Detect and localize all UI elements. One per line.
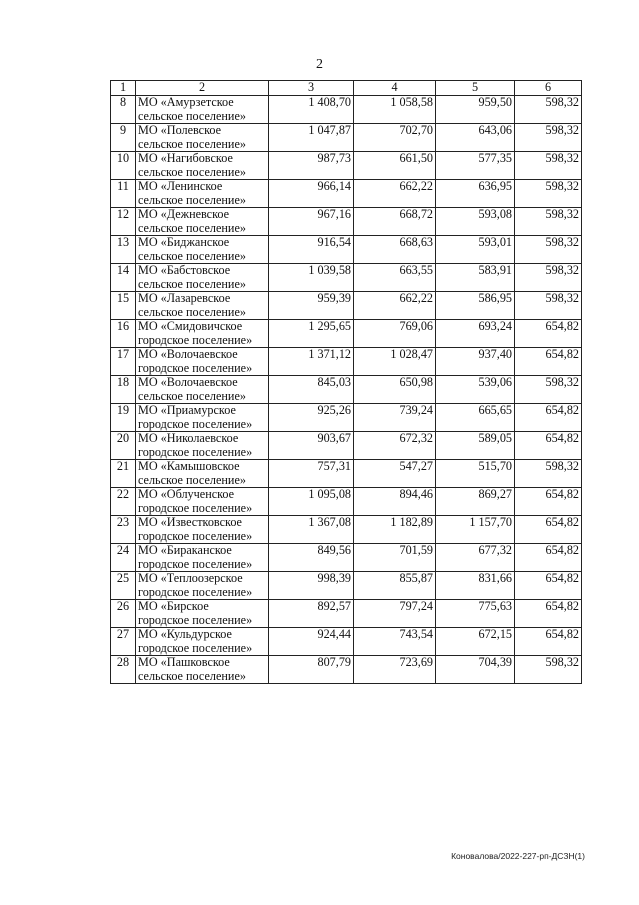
- settlement-type-line: сельское поселение»: [138, 388, 246, 403]
- municipality-name-line: МО «Лазаревское: [138, 291, 231, 305]
- settlement-type-line: городское поселение»: [138, 584, 253, 599]
- table-row: [111, 96, 582, 124]
- table-row: [111, 152, 582, 180]
- settlement-type-line: сельское поселение»: [138, 472, 246, 487]
- table-row: [111, 264, 582, 292]
- value-cell-col3: 845,03: [269, 376, 354, 404]
- value-cell-col3: 925,26: [269, 404, 354, 432]
- value-cell-col4: 701,59: [354, 544, 436, 572]
- table-row: [111, 544, 582, 572]
- settlement-type-line: сельское поселение»: [138, 248, 246, 263]
- value-cell-col4: 797,24: [354, 600, 436, 628]
- municipality-name-cell: [136, 152, 269, 180]
- value-cell-col6: 598,32: [515, 292, 582, 320]
- value-cell-col4: 1 028,47: [354, 348, 436, 376]
- row-number-cell: 27: [111, 628, 136, 656]
- value-cell-col6: 654,82: [515, 544, 582, 572]
- value-cell-col3: 1 047,87: [269, 124, 354, 152]
- row-number-cell: 24: [111, 544, 136, 572]
- municipality-name-cell: [136, 292, 269, 320]
- table-row: [111, 124, 582, 152]
- row-number-cell: 18: [111, 376, 136, 404]
- municipality-name-line: МО «Камышовское: [138, 459, 240, 473]
- value-cell-col3: 1 408,70: [269, 96, 354, 124]
- row-number-cell: 26: [111, 600, 136, 628]
- value-cell-col6: 654,82: [515, 628, 582, 656]
- value-cell-col5: 704,39: [436, 656, 515, 684]
- value-cell-col3: 987,73: [269, 152, 354, 180]
- settlement-type-line: сельское поселение»: [138, 304, 246, 319]
- value-cell-col4: 1 058,58: [354, 96, 436, 124]
- municipality-name-cell: [136, 124, 269, 152]
- row-number-cell: 11: [111, 180, 136, 208]
- value-cell-col6: 598,32: [515, 376, 582, 404]
- value-cell-col6: 598,32: [515, 208, 582, 236]
- municipality-name-line: МО «Облученское: [138, 487, 235, 501]
- value-cell-col5: 643,06: [436, 124, 515, 152]
- value-cell-col4: 661,50: [354, 152, 436, 180]
- settlement-type-line: сельское поселение»: [138, 108, 246, 123]
- column-header: 6: [515, 81, 582, 96]
- value-cell-col4: 668,63: [354, 236, 436, 264]
- value-cell-col5: 577,35: [436, 152, 515, 180]
- column-header: 2: [136, 81, 269, 96]
- settlement-type-line: сельское поселение»: [138, 276, 246, 291]
- value-cell-col4: 663,55: [354, 264, 436, 292]
- value-cell-col3: 967,16: [269, 208, 354, 236]
- value-cell-col4: 855,87: [354, 572, 436, 600]
- value-cell-col4: 668,72: [354, 208, 436, 236]
- row-number-cell: 15: [111, 292, 136, 320]
- value-cell-col6: 598,32: [515, 460, 582, 488]
- municipality-name-cell: [136, 600, 269, 628]
- municipality-name-cell: [136, 236, 269, 264]
- value-cell-col4: 1 182,89: [354, 516, 436, 544]
- value-cell-col4: 894,46: [354, 488, 436, 516]
- row-number-cell: 19: [111, 404, 136, 432]
- value-cell-col3: 903,67: [269, 432, 354, 460]
- value-cell-col3: 892,57: [269, 600, 354, 628]
- row-number-cell: 25: [111, 572, 136, 600]
- settlement-type-line: городское поселение»: [138, 528, 253, 543]
- value-cell-col5: 589,05: [436, 432, 515, 460]
- settlement-type-line: сельское поселение»: [138, 668, 246, 683]
- table-row: [111, 292, 582, 320]
- municipality-name-line: МО «Бирское: [138, 599, 209, 613]
- value-cell-col4: 662,22: [354, 292, 436, 320]
- value-cell-col6: 654,82: [515, 432, 582, 460]
- value-cell-col6: 598,32: [515, 236, 582, 264]
- column-header: 1: [111, 81, 136, 96]
- settlement-type-line: городское поселение»: [138, 640, 253, 655]
- table-row: [111, 404, 582, 432]
- settlement-type-line: городское поселение»: [138, 500, 253, 515]
- value-cell-col5: 665,65: [436, 404, 515, 432]
- table-row: [111, 236, 582, 264]
- value-cell-col3: 966,14: [269, 180, 354, 208]
- value-cell-col6: 598,32: [515, 264, 582, 292]
- row-number-cell: 14: [111, 264, 136, 292]
- settlement-type-line: городское поселение»: [138, 332, 253, 347]
- value-cell-col5: 672,15: [436, 628, 515, 656]
- value-cell-col3: 959,39: [269, 292, 354, 320]
- row-number-cell: 12: [111, 208, 136, 236]
- municipality-name-cell: [136, 96, 269, 124]
- row-number-cell: 16: [111, 320, 136, 348]
- value-cell-col3: 998,39: [269, 572, 354, 600]
- municipality-name-cell: [136, 656, 269, 684]
- value-cell-col5: 593,01: [436, 236, 515, 264]
- municipality-name-cell: [136, 516, 269, 544]
- value-cell-col6: 598,32: [515, 124, 582, 152]
- value-cell-col3: 757,31: [269, 460, 354, 488]
- table-row: [111, 516, 582, 544]
- municipality-name-line: МО «Николаевское: [138, 431, 239, 445]
- value-cell-col4: 650,98: [354, 376, 436, 404]
- municipality-name-line: МО «Полевское: [138, 123, 222, 137]
- table-row: [111, 432, 582, 460]
- table-row: [111, 488, 582, 516]
- municipality-name-cell: [136, 348, 269, 376]
- value-cell-col5: 539,06: [436, 376, 515, 404]
- value-cell-col6: 598,32: [515, 152, 582, 180]
- municipality-name-line: МО «Известковское: [138, 515, 242, 529]
- row-number-cell: 20: [111, 432, 136, 460]
- value-cell-col5: 636,95: [436, 180, 515, 208]
- municipality-name-line: МО «Амурзетское: [138, 95, 234, 109]
- value-cell-col6: 598,32: [515, 96, 582, 124]
- page-number: 2: [316, 57, 323, 72]
- row-number-cell: 17: [111, 348, 136, 376]
- settlement-type-line: городское поселение»: [138, 556, 253, 571]
- row-number-cell: 10: [111, 152, 136, 180]
- value-cell-col5: 1 157,70: [436, 516, 515, 544]
- municipality-name-line: МО «Волочаевское: [138, 375, 238, 389]
- settlement-type-line: сельское поселение»: [138, 164, 246, 179]
- settlement-type-line: городское поселение»: [138, 444, 253, 459]
- value-cell-col4: 702,70: [354, 124, 436, 152]
- municipality-name-line: МО «Ленинское: [138, 179, 223, 193]
- table-row: [111, 320, 582, 348]
- value-cell-col6: 598,32: [515, 656, 582, 684]
- municipality-name-cell: [136, 404, 269, 432]
- value-cell-col3: 1 367,08: [269, 516, 354, 544]
- value-cell-col6: 654,82: [515, 348, 582, 376]
- municipality-name-cell: [136, 488, 269, 516]
- value-cell-col5: 937,40: [436, 348, 515, 376]
- column-header: 5: [436, 81, 515, 96]
- row-number-cell: 22: [111, 488, 136, 516]
- value-cell-col5: 831,66: [436, 572, 515, 600]
- municipality-name-cell: [136, 572, 269, 600]
- column-header: 3: [269, 81, 354, 96]
- value-cell-col3: 924,44: [269, 628, 354, 656]
- row-number-cell: 8: [111, 96, 136, 124]
- table-row: [111, 348, 582, 376]
- municipality-name-line: МО «Приамурское: [138, 403, 236, 417]
- value-cell-col5: 583,91: [436, 264, 515, 292]
- settlement-type-line: городское поселение»: [138, 416, 253, 431]
- municipality-name-line: МО «Волочаевское: [138, 347, 238, 361]
- row-number-cell: 23: [111, 516, 136, 544]
- municipality-name-cell: [136, 544, 269, 572]
- table-row: [111, 600, 582, 628]
- value-cell-col3: 849,56: [269, 544, 354, 572]
- municipality-name-cell: [136, 432, 269, 460]
- settlement-type-line: городское поселение»: [138, 612, 253, 627]
- value-cell-col3: 1 095,08: [269, 488, 354, 516]
- municipality-name-cell: [136, 376, 269, 404]
- settlement-type-line: сельское поселение»: [138, 136, 246, 151]
- value-cell-col6: 654,82: [515, 572, 582, 600]
- municipality-name-line: МО «Бабстовское: [138, 263, 231, 277]
- value-cell-col5: 693,24: [436, 320, 515, 348]
- municipality-name-line: МО «Кульдурское: [138, 627, 232, 641]
- row-number-cell: 21: [111, 460, 136, 488]
- value-cell-col5: 677,32: [436, 544, 515, 572]
- value-cell-col6: 654,82: [515, 600, 582, 628]
- value-cell-col6: 598,32: [515, 180, 582, 208]
- value-cell-col5: 586,95: [436, 292, 515, 320]
- document-reference-code: Коновалова/2022-227-рп-ДСЗН(1): [451, 851, 585, 861]
- value-cell-col5: 515,70: [436, 460, 515, 488]
- municipality-name-line: МО «Теплоозерское: [138, 571, 243, 585]
- value-cell-col5: 869,27: [436, 488, 515, 516]
- municipality-name-cell: [136, 208, 269, 236]
- municipality-name-cell: [136, 180, 269, 208]
- row-number-cell: 13: [111, 236, 136, 264]
- value-cell-col4: 743,54: [354, 628, 436, 656]
- value-cell-col4: 672,32: [354, 432, 436, 460]
- table-row: [111, 656, 582, 684]
- table-row: [111, 572, 582, 600]
- value-cell-col4: 739,24: [354, 404, 436, 432]
- value-cell-col5: 959,50: [436, 96, 515, 124]
- value-cell-col3: 1 039,58: [269, 264, 354, 292]
- value-cell-col4: 547,27: [354, 460, 436, 488]
- value-cell-col3: 1 371,12: [269, 348, 354, 376]
- table-row: [111, 376, 582, 404]
- value-cell-col5: 775,63: [436, 600, 515, 628]
- municipality-name-line: МО «Биджанское: [138, 235, 230, 249]
- column-header: 4: [354, 81, 436, 96]
- table-row: [111, 628, 582, 656]
- municipality-name-line: МО «Смидовичское: [138, 319, 243, 333]
- row-number-cell: 9: [111, 124, 136, 152]
- municipality-name-line: МО «Пашковское: [138, 655, 230, 669]
- table-row: [111, 208, 582, 236]
- municipality-name-line: МО «Бираканское: [138, 543, 232, 557]
- value-cell-col4: 769,06: [354, 320, 436, 348]
- value-cell-col4: 662,22: [354, 180, 436, 208]
- table-header-row: [111, 81, 582, 96]
- value-cell-col5: 593,08: [436, 208, 515, 236]
- municipality-name-line: МО «Дежневское: [138, 207, 230, 221]
- data-table: [110, 80, 582, 684]
- value-cell-col3: 807,79: [269, 656, 354, 684]
- value-cell-col6: 654,82: [515, 320, 582, 348]
- municipality-name-cell: [136, 460, 269, 488]
- municipality-name-line: МО «Нагибовское: [138, 151, 233, 165]
- settlement-type-line: сельское поселение»: [138, 220, 246, 235]
- value-cell-col6: 654,82: [515, 516, 582, 544]
- value-cell-col3: 916,54: [269, 236, 354, 264]
- row-number-cell: 28: [111, 656, 136, 684]
- table-row: [111, 180, 582, 208]
- value-cell-col4: 723,69: [354, 656, 436, 684]
- value-cell-col6: 654,82: [515, 488, 582, 516]
- value-cell-col3: 1 295,65: [269, 320, 354, 348]
- table-row: [111, 460, 582, 488]
- settlement-type-line: городское поселение»: [138, 360, 253, 375]
- municipality-name-cell: [136, 320, 269, 348]
- municipality-name-cell: [136, 628, 269, 656]
- municipality-name-cell: [136, 264, 269, 292]
- value-cell-col6: 654,82: [515, 404, 582, 432]
- settlement-type-line: сельское поселение»: [138, 192, 246, 207]
